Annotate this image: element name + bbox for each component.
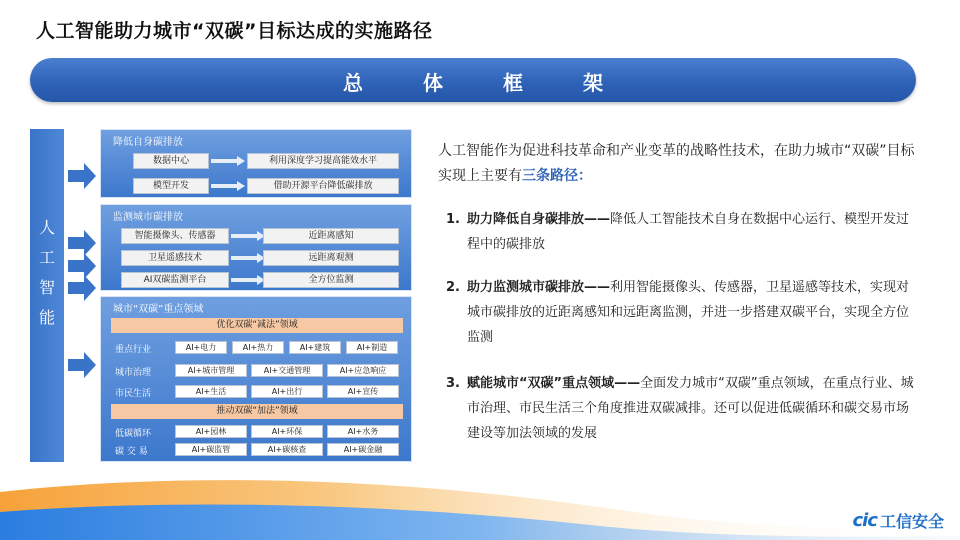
intro-paragraph xyxy=(438,139,918,189)
ai-item: AI+环保 xyxy=(251,425,323,438)
ai-item: AI+热力 xyxy=(232,341,284,354)
ai-item: AI+宣传 xyxy=(327,385,399,398)
ai-item: AI+制造 xyxy=(346,341,398,354)
side-char: 工 xyxy=(38,248,55,267)
row-label: 市民生活 xyxy=(115,389,152,399)
panel-monitor-city-emissions xyxy=(100,204,412,291)
row-label: 碳 交 易 xyxy=(115,447,148,457)
point-number: 1. xyxy=(446,212,460,227)
item-box: 卫星遥感技术 xyxy=(121,250,229,266)
subtraction-band: 优化双碳“减法”领域 xyxy=(111,318,403,333)
point-heading: 助力监测城市碳排放—— xyxy=(467,280,611,295)
section-banner xyxy=(30,58,916,102)
path-point-2 xyxy=(446,275,916,350)
panel-key-areas xyxy=(100,296,412,462)
row-label: 重点行业 xyxy=(115,345,152,355)
panel-title: 城市“双碳”重点领域 xyxy=(113,304,204,315)
framework-diagram xyxy=(30,129,412,462)
ai-item: AI+碳监管 xyxy=(175,443,247,456)
point-number: 3. xyxy=(446,376,460,391)
addition-band: 推动双碳“加法”领域 xyxy=(111,404,403,419)
ai-item: AI+碳金融 xyxy=(327,443,399,456)
item-box: 远距离观测 xyxy=(263,250,399,266)
side-char: 智 xyxy=(38,278,55,297)
path-point-3 xyxy=(446,371,916,446)
small-arrow-icon xyxy=(231,253,265,263)
side-char: 能 xyxy=(38,308,55,327)
small-arrow-icon xyxy=(211,181,245,191)
right-arrow-icon xyxy=(68,275,96,301)
ai-item: AI+城市管理 xyxy=(175,364,247,377)
right-arrow-icon xyxy=(68,352,96,378)
ai-item: AI+交通管理 xyxy=(251,364,323,377)
point-number: 2. xyxy=(446,280,460,295)
intro-text: 人工智能作为促进科技革命和产业变革的战略性技术，在助力城市“双碳”目标实现上主要有 xyxy=(438,143,915,184)
small-arrow-icon xyxy=(231,275,265,285)
banner-label: 总体框架 xyxy=(343,71,663,95)
small-arrow-icon xyxy=(211,156,245,166)
point-body: 全面发力城市“双碳”重点领域，在重点行业、城市治理、市民生活三个角度推进双碳减排。还可以促进低碳循环和碳交易市场建设等加法领域的发展 xyxy=(467,376,914,441)
item-box: 全方位监测 xyxy=(263,272,399,288)
item-box: AI双碳监测平台 xyxy=(121,272,229,288)
point-heading: 助力降低自身碳排放—— xyxy=(467,212,611,227)
point-body: 降低人工智能技术自身在数据中心运行、模型开发过程中的碳排放 xyxy=(467,212,910,252)
row-label: 低碳循环 xyxy=(115,429,152,439)
item-box: 智能摄像头、传感器 xyxy=(121,228,229,244)
panel-title: 监测城市碳排放 xyxy=(113,212,183,223)
point-heading: 赋能城市“双碳”重点领域—— xyxy=(467,376,641,391)
point-body: 利用智能摄像头、传感器，卫星遥感等技术，实现对城市碳排放的近距离感知和远距离监测，并进一步搭建双碳平台，实现全方位监测 xyxy=(467,280,910,345)
bottom-wave-decoration xyxy=(0,470,960,540)
intro-highlight: 三条路径： xyxy=(522,168,592,184)
item-box: 借助开源平台降低碳排放 xyxy=(247,178,399,194)
small-arrow-icon xyxy=(231,231,265,241)
ai-item: AI+生活 xyxy=(175,385,247,398)
path-point-1 xyxy=(446,207,916,257)
side-char: 人 xyxy=(38,218,55,237)
item-box: 模型开发 xyxy=(133,178,209,194)
ai-item: AI+水务 xyxy=(327,425,399,438)
item-box: 利用深度学习提高能效水平 xyxy=(247,153,399,169)
item-box: 近距离感知 xyxy=(263,228,399,244)
ai-side-bar xyxy=(30,129,64,462)
right-arrow-icon xyxy=(68,163,96,189)
ai-item: AI+园林 xyxy=(175,425,247,438)
ai-item: AI+建筑 xyxy=(289,341,341,354)
ai-item: AI+出行 xyxy=(251,385,323,398)
panel-title: 降低自身碳排放 xyxy=(113,137,183,148)
row-label: 城市治理 xyxy=(115,368,152,378)
ai-item: AI+应急响应 xyxy=(327,364,399,377)
company-logo xyxy=(852,509,944,532)
panel-reduce-own-emissions xyxy=(100,129,412,198)
logo-mark: cic xyxy=(852,510,877,531)
item-box: 数据中心 xyxy=(133,153,209,169)
ai-item: AI+碳核查 xyxy=(251,443,323,456)
ai-item: AI+电力 xyxy=(175,341,227,354)
page-title: 人工智能助力城市“双碳”目标达成的实施路径 xyxy=(36,20,433,42)
logo-text: 工信安全 xyxy=(879,512,944,531)
